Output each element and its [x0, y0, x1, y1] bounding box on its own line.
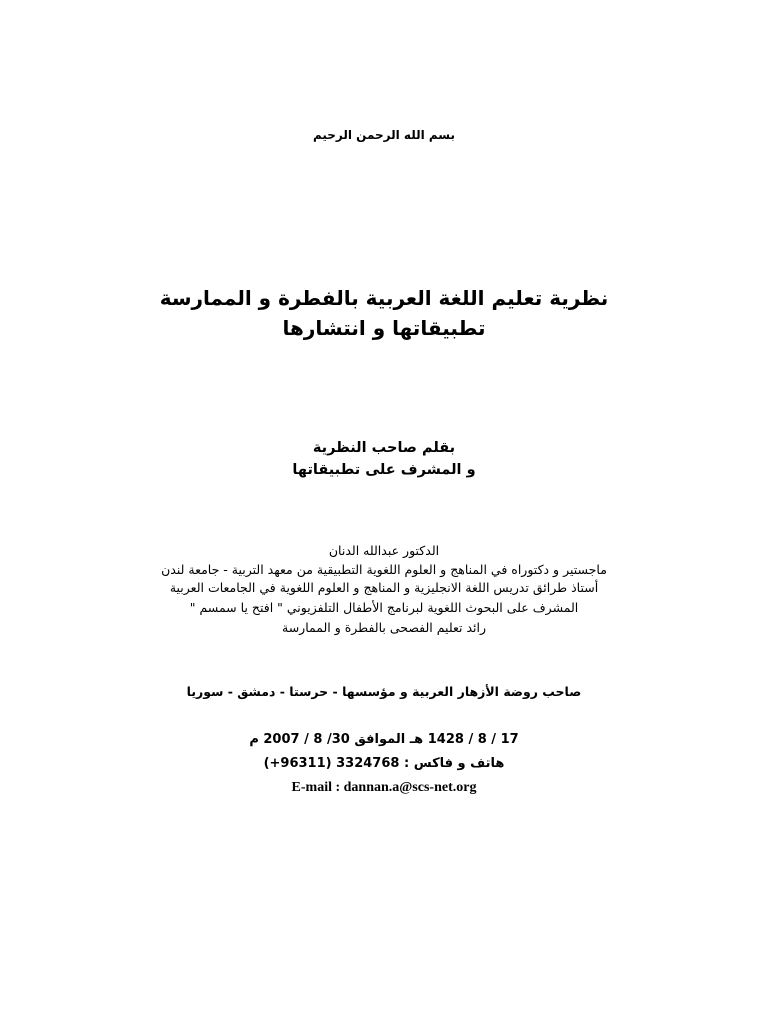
basmala: بسم الله الرحمن الرحيم	[312, 128, 456, 142]
credential-line-2: أستاذ طرائق تدريس اللغة الانجليزية و المناهج و العلوم اللغوية في الجامعات العربية	[169, 580, 599, 595]
document-title-line-1: نظرية تعليم اللغة العربية بالفطرة و الممارسة	[159, 286, 609, 310]
author-line-2: و المشرف على تطبيقاتها	[292, 462, 476, 478]
author-line-1: بقلم صاحب النظرية	[312, 440, 456, 456]
author-name: الدكتور عبدالله الدنان	[328, 543, 440, 558]
school-line: صاحب روضة الأزهار العربية و مؤسسها - حرستا - دمشق - سوريا	[186, 684, 582, 699]
email-line: E-mail : dannan.a@scs-net.org	[291, 780, 477, 795]
credential-line-1: ماجستير و دكتوراه في المناهج و العلوم اللغوية التطبيقية من معهد التربية - جامعة لندن	[161, 562, 607, 577]
credential-line-3: المشرف على البحوث اللغوية لبرنامج الأطفال التلفزيوني " افتح يا سمسم "	[189, 600, 579, 615]
date-line: 17 / 8 / 1428 هـ الموافق 30/ 8 / 2007 م	[249, 732, 519, 747]
credential-line-4: رائد تعليم الفصحى بالفطرة و الممارسة	[282, 620, 486, 635]
document-title-line-2: تطبيقاتها و انتشارها	[282, 316, 486, 340]
phone-line: هاتف و فاكس : 3324768 (96311+)	[263, 756, 505, 771]
